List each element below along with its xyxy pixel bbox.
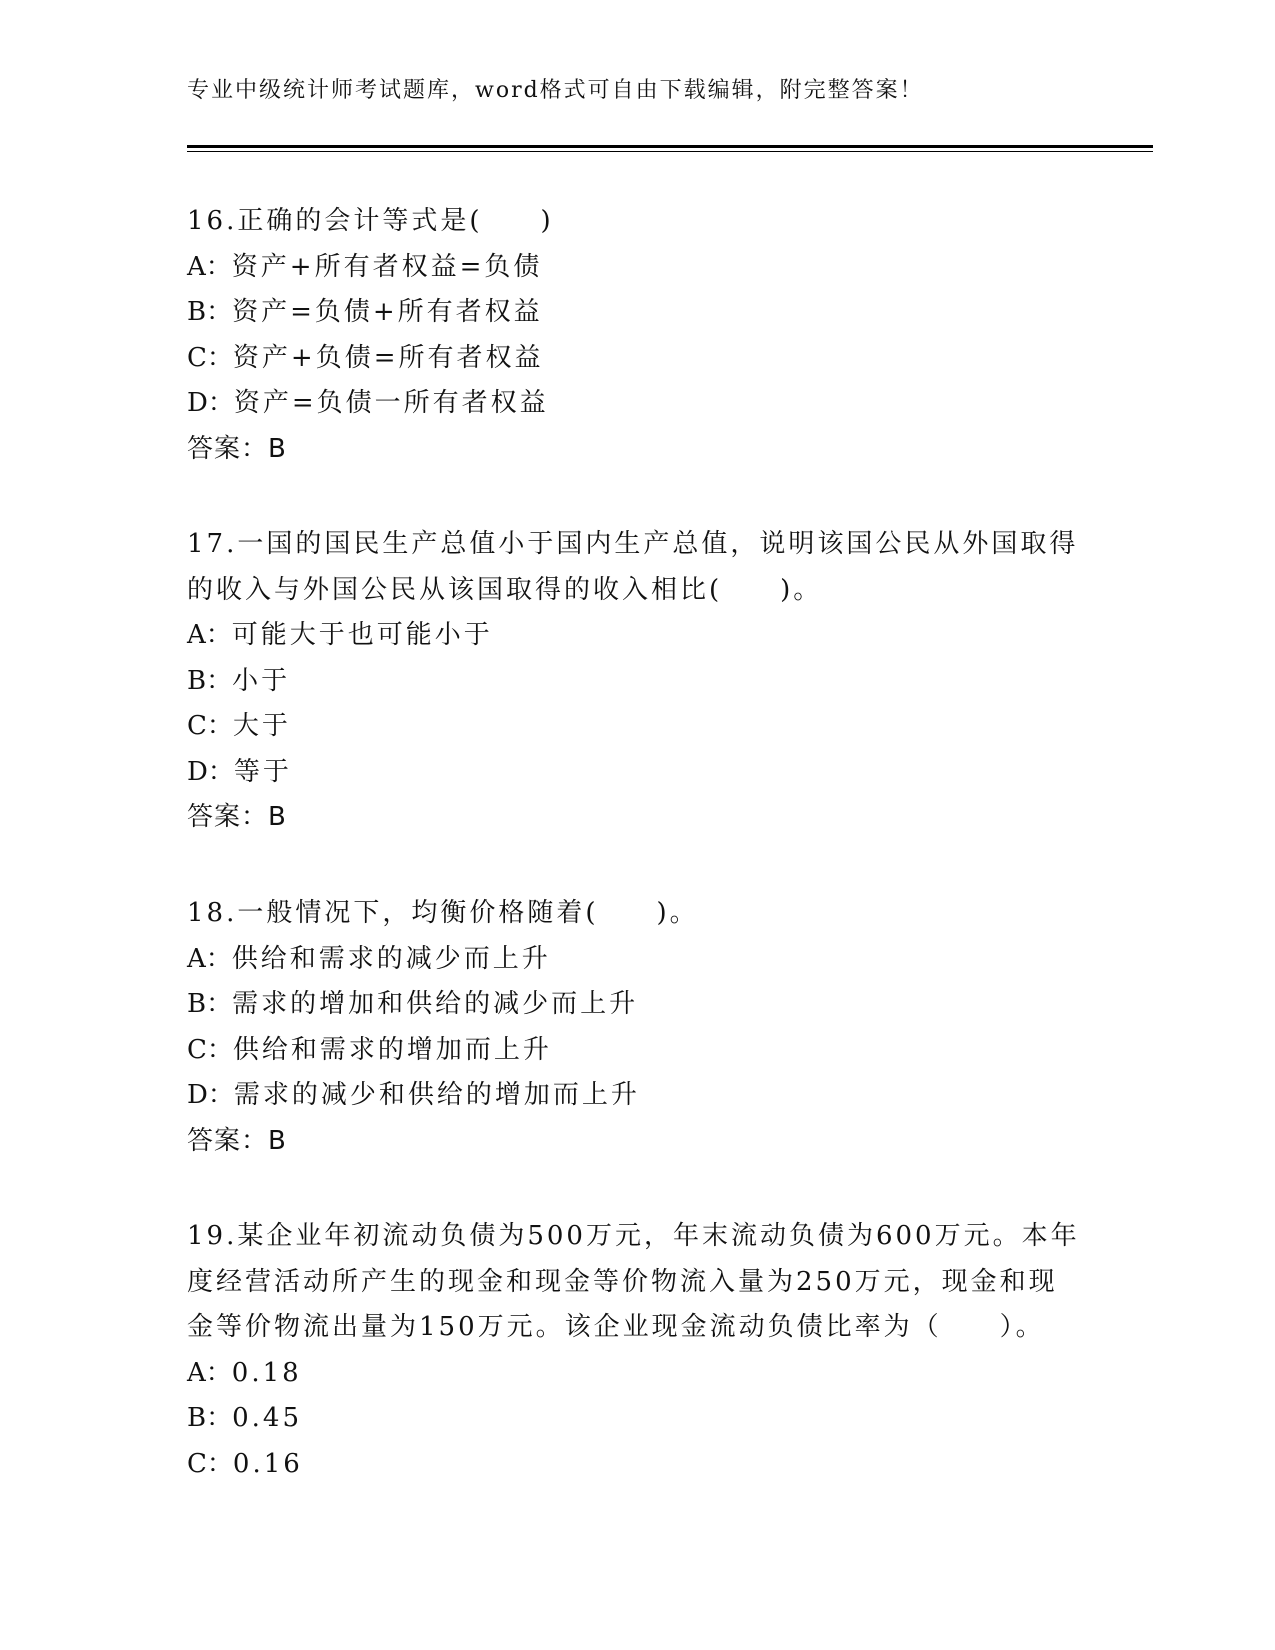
option-b	[187, 290, 1087, 336]
option-key: C：	[187, 1034, 233, 1065]
option-text: 资产+负债=所有者权益	[232, 342, 544, 373]
option-c	[187, 1442, 1087, 1488]
option-c	[187, 1028, 1087, 1074]
option-key: B：	[187, 297, 233, 327]
option-a	[187, 1351, 1087, 1397]
option-c	[187, 704, 1087, 750]
question-18	[187, 891, 1087, 1164]
option-text: 需求的减少和供给的增加而上升	[233, 1080, 640, 1110]
option-key: A：	[187, 251, 232, 282]
option-key: D：	[187, 1080, 234, 1110]
option-text: 小于	[232, 665, 291, 696]
option-key: D：	[187, 756, 234, 787]
document-header: 专业中级统计师考试题库，word格式可自由下载编辑，附完整答案！	[187, 78, 924, 103]
option-key: B：	[187, 1403, 233, 1433]
option-b	[187, 659, 1087, 705]
option-text: 0.16	[232, 1448, 303, 1479]
option-b	[187, 982, 1087, 1028]
question-stem: 17.一国的国民生产总值小于国内生产总值，说明该国公民从外国取得	[187, 529, 1079, 559]
option-key: A：	[187, 1357, 232, 1388]
option-key: C：	[187, 711, 233, 741]
option-d	[187, 1073, 1087, 1119]
question-19	[187, 1214, 1087, 1487]
option-text: 等于	[233, 756, 292, 787]
question-17	[187, 522, 1087, 841]
option-text: 0.18	[231, 1357, 302, 1388]
option-b	[187, 1396, 1087, 1442]
option-a	[187, 937, 1087, 983]
option-c	[187, 336, 1087, 382]
option-key: A：	[187, 943, 232, 974]
option-text: 可能大于也可能小于	[231, 620, 493, 650]
answer: 答案：B	[187, 802, 287, 832]
option-key: C：	[187, 342, 233, 373]
option-a	[187, 613, 1087, 659]
option-text: 需求的增加和供给的减少而上升	[232, 989, 639, 1019]
answer: 答案：B	[187, 1125, 287, 1156]
question-stem: 19.某企业年初流动负债为500万元，年末流动负债为600万元。本年	[187, 1221, 1080, 1251]
option-key: C：	[187, 1448, 233, 1479]
question-stem: 16.正确的会计等式是( )	[187, 206, 554, 236]
header-rule-thick	[187, 145, 1153, 148]
option-text: 大于	[232, 711, 291, 741]
question-stem-continued: 的收入与外国公民从该国取得的收入相比( )。	[187, 574, 823, 605]
option-a	[187, 245, 1087, 291]
option-key: B：	[187, 665, 233, 696]
question-16	[187, 199, 1087, 472]
option-text: 资产=负债+所有者权益	[232, 297, 543, 327]
answer: 答案：B	[187, 433, 287, 464]
option-text: 资产+所有者权益=负债	[231, 251, 543, 282]
option-text: 供给和需求的减少而上升	[231, 943, 551, 974]
option-text: 供给和需求的增加而上升	[232, 1034, 552, 1065]
option-d	[187, 750, 1087, 796]
option-key: A：	[187, 620, 232, 650]
question-stem-continued: 度经营活动所产生的现金和现金等价物流入量为250万元，现金和现	[187, 1266, 1058, 1297]
option-d	[187, 381, 1087, 427]
option-text: 资产=负债一所有者权益	[233, 388, 549, 418]
option-text: 0.45	[232, 1403, 302, 1433]
header-rule-thin	[187, 151, 1153, 152]
question-stem-continued: 金等价物流出量为150万元。该企业现金流动负债比率为（ ）。	[187, 1312, 1045, 1342]
question-stem: 18.一般情况下，均衡价格随着( )。	[187, 898, 699, 928]
option-key: D：	[187, 388, 234, 418]
option-key: B：	[187, 989, 233, 1019]
